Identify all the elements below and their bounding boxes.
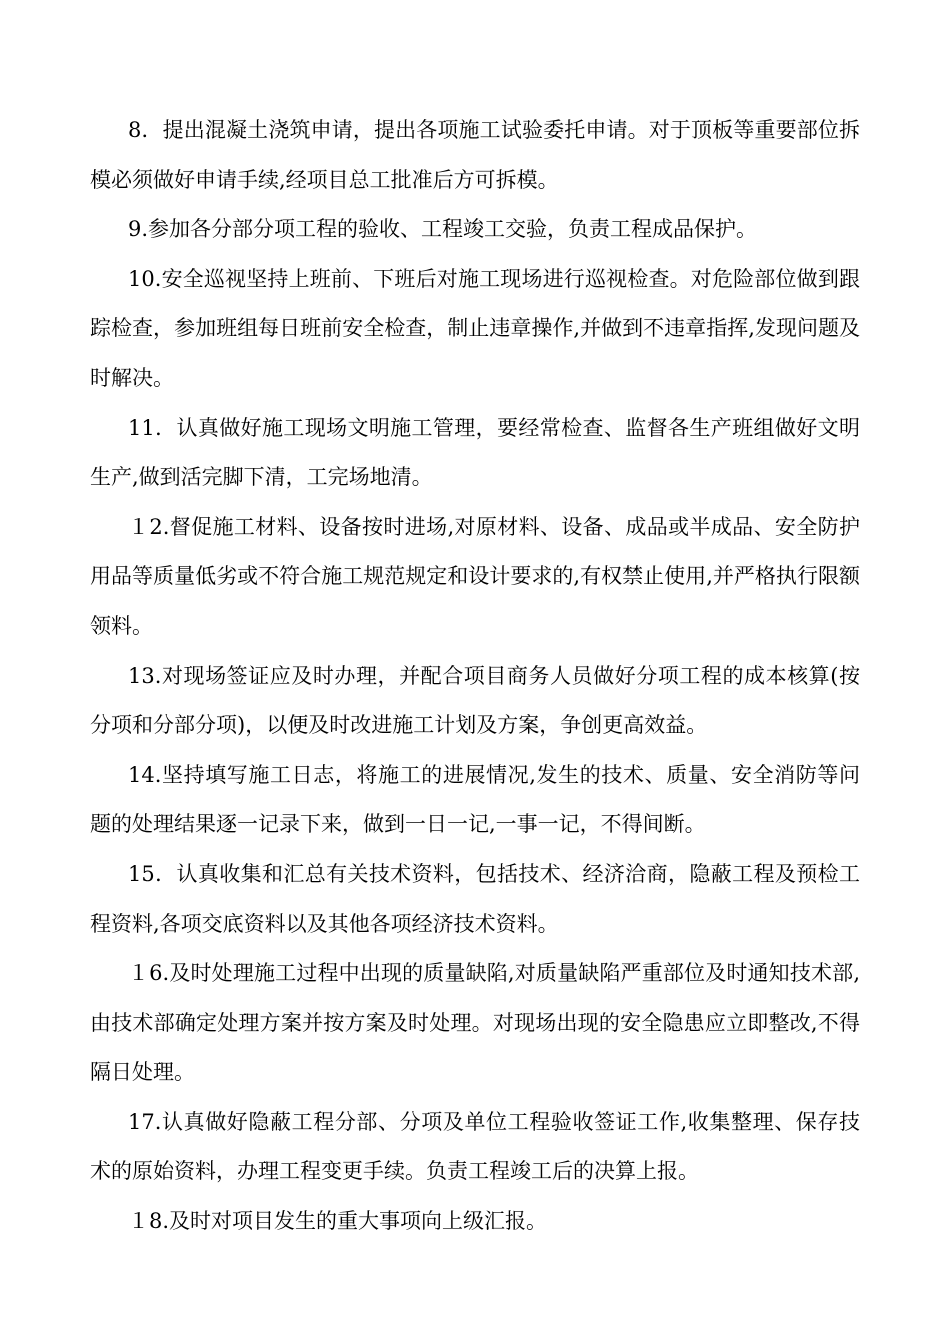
paragraph-item-12: １2.督促施工材料、设备按时进场,对原材料、设备、成品或半成品、安全防护用品等质量低劣或不符合施工规范规定和设计要求的,有权禁止使用,并严格执行限额领料。 — [90, 514, 860, 638]
paragraph-item-11: 11．认真做好施工现场文明施工管理，要经常检查、监督各生产班组做好文明生产,做到活完脚下清，工完场地清。 — [90, 415, 860, 490]
paragraph-item-17: 17.认真做好隐蔽工程分部、分项及单位工程验收签证工作,收集整理、保存技术的原始资料，办理工程变更手续。负责工程竣工后的决算上报。 — [90, 1109, 860, 1184]
paragraph-item-10: 10.安全巡视坚持上班前、下班后对施工现场进行巡视检查。对危险部位做到跟踪检查，参加班组每日班前安全检查，制止违章操作,并做到不违章指挥,发现问题及时解决。 — [90, 266, 860, 390]
paragraph-item-13: 13.对现场签证应及时办理，并配合项目商务人员做好分项工程的成本核算(按分项和分部分项)，以便及时改进施工计划及方案，争创更高效益。 — [90, 663, 860, 738]
paragraph-item-8: 8．提出混凝土浇筑申请，提出各项施工试验委托申请。对于顶板等重要部位拆模必须做好申请手续,经项目总工批准后方可拆模。 — [90, 118, 860, 192]
paragraph-item-16: １6.及时处理施工过程中出现的质量缺陷,对质量缺陷严重部位及时通知技术部,由技术部确定处理方案并按方案及时处理。对现场出现的安全隐患应立即整改,不得隔日处理。 — [90, 961, 860, 1085]
document-page — [90, 106, 860, 1247]
paragraph-item-18: １8.及时对项目发生的重大事项向上级汇报。 — [128, 1209, 548, 1234]
paragraph-item-14: 14.坚持填写施工日志，将施工的进展情况,发生的技术、质量、安全消防等问题的处理结果逐一记录下来，做到一日一记,一事一记，不得间断。 — [90, 762, 860, 837]
paragraph-item-9: 9.参加各分部分项工程的验收、工程竣工交验，负责工程成品保护。 — [128, 217, 758, 242]
paragraph-item-15: 15．认真收集和汇总有关技术资料，包括技术、经济洽商，隐蔽工程及预检工程资料,各项交底资料以及其他各项经济技术资料。 — [90, 861, 860, 936]
